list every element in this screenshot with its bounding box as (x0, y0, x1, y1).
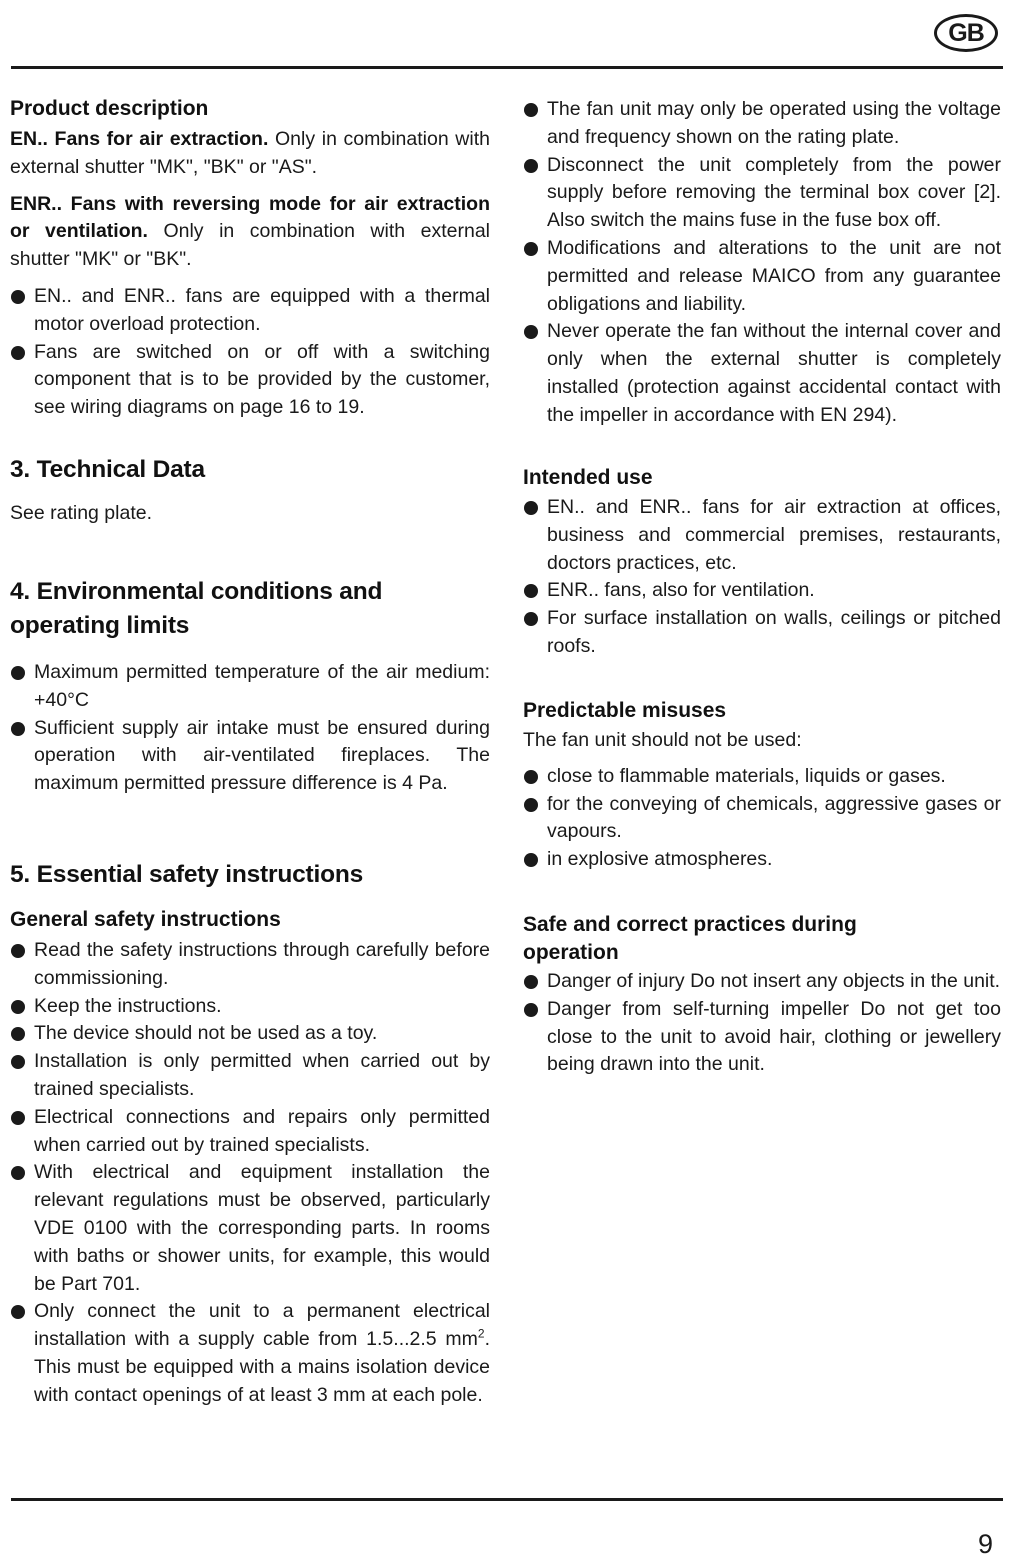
list-item: Disconnect the unit completely from the power supply before removing the terminal box cover [2]. Also switch the mains fuse in the fuse box off. (523, 152, 1001, 235)
intended-use-bullets (523, 494, 1001, 661)
list-item: close to flammable materials, liquids or gases. (523, 763, 1001, 791)
list-item: Maximum permitted temperature of the air medium: +40°C (10, 659, 490, 715)
safe-practices-section (523, 911, 1001, 1079)
intended-use-section (523, 464, 1001, 661)
technical-data-heading: 3. Technical Data (10, 456, 205, 483)
squared-superscript: 2 (477, 1326, 485, 1341)
en-fans-label: EN.. Fans for air extraction. (10, 128, 269, 150)
environmental-section (10, 575, 490, 798)
enr-fans-text: Only in combination with external shutter "MK" or "BK". (10, 220, 490, 271)
list-item: EN.. and ENR.. fans are equipped with a thermal motor overload protection. (10, 283, 490, 339)
predictable-misuses-heading: Predictable misuses (523, 699, 727, 722)
list-item (10, 1298, 490, 1409)
safe-practices-bullets (523, 968, 1001, 1079)
list-item: For surface installation on walls, ceilings or pitched roofs. (523, 605, 1001, 661)
list-item: EN.. and ENR.. fans for air extraction at offices, business and commercial premises, restaurants, doctors practices, etc. (523, 494, 1001, 577)
intended-use-heading: Intended use (523, 466, 653, 489)
general-safety-bullets (10, 937, 490, 1410)
en-fans-text: Only in combination with external shutter "MK", "BK" or "AS". (10, 128, 490, 178)
list-item: The fan unit may only be operated using the voltage and frequency shown on the rating plate. (523, 96, 1001, 152)
footer-rule (11, 1498, 1003, 1501)
list-item: With electrical and equipment installation the relevant regulations must be observed, particularly VDE 0100 with the corresponding parts. In rooms with baths or shower units, for example, this would be Part 701. (10, 1159, 490, 1298)
supply-cable-text: Only connect the unit to a permanent electrical installation with a supply cable from 1.5...2.5 mm (34, 1300, 490, 1351)
product-bullets (10, 283, 490, 422)
list-item: Never operate the fan without the internal cover and only when the external shutter is completely installed (protection against accidental contact with the impeller in accordance with EN 294). (523, 318, 1001, 429)
list-item: Electrical connections and repairs only permitted when carried out by trained specialists. (10, 1104, 490, 1160)
list-item: Sufficient supply air intake must be ensured during operation with air-ventilated fireplaces. The maximum permitted pressure difference is 4 Pa. (10, 715, 490, 798)
enr-fans-label: ENR.. Fans with reversing mode for air extraction or ventilation. (10, 192, 490, 243)
safe-practices-heading: Safe and correct practices during operation (523, 913, 857, 964)
list-item: The device should not be used as a toy. (10, 1020, 490, 1048)
list-item: Modifications and alterations to the unit are not permitted and release MAICO from any guarantee obligations and liability. (523, 235, 1001, 318)
list-item: for the conveying of chemicals, aggressive gases or vapours. (523, 791, 1001, 847)
product-description-heading: Product description (10, 97, 209, 120)
safety-heading: 5. Essential safety instructions (10, 861, 364, 888)
enr-fans-paragraph (10, 191, 490, 274)
list-item: Danger of injury Do not insert any objects in the unit. (523, 968, 1001, 996)
list-item: in explosive atmospheres. (523, 846, 1001, 874)
list-item: Keep the instructions. (10, 993, 490, 1021)
misuses-bullets (523, 763, 1001, 874)
predictable-misuses-section (523, 697, 1001, 874)
misuses-intro-text: The fan unit should not be used: (523, 729, 802, 751)
environmental-heading: 4. Environmental conditions and operating limits (10, 578, 383, 639)
list-item: ENR.. fans, also for ventilation. (523, 577, 1001, 605)
isolation-device-text: . This must be equipped with a mains isolation device with contact openings of at least 3 mm at each pole. (34, 1328, 490, 1406)
en-fans-paragraph (10, 126, 490, 182)
environmental-bullets (10, 659, 490, 798)
general-safety-subheading: General safety instructions (10, 908, 281, 931)
page-number: 9 (978, 1529, 994, 1559)
safety-section (10, 858, 490, 1410)
technical-data-section (10, 453, 490, 528)
product-description-section (10, 95, 490, 422)
safety-continued-bullets (523, 96, 1001, 430)
list-item: Read the safety instructions through carefully before commissioning. (10, 937, 490, 993)
safety-continued-section (523, 96, 1001, 430)
header-rule (11, 66, 1003, 69)
list-item: Danger from self-turning impeller Do not get too close to the unit to avoid hair, clothing or jewellery being drawn into the unit. (523, 996, 1001, 1079)
list-item: Installation is only permitted when carried out by trained specialists. (10, 1048, 490, 1104)
technical-data-text: See rating plate. (10, 502, 153, 524)
list-item: Fans are switched on or off with a switching component that is to be provided by the customer, see wiring diagrams on page 16 to 19. (10, 339, 490, 422)
language-badge-gb: GB (934, 14, 998, 52)
